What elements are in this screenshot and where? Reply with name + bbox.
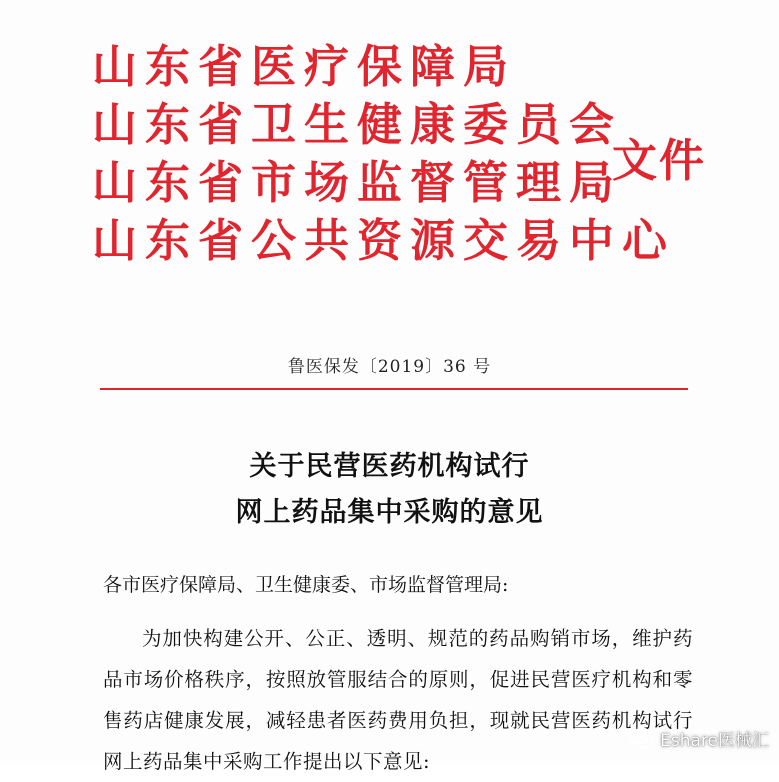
title-line: 关于民营医药机构试行 (249, 451, 530, 482)
salutation: 各市医疗保障局、卫生健康委、市场监督管理局: (103, 574, 509, 596)
document-title (0, 444, 779, 536)
issuer-line: 山东省医疗保障局 (92, 40, 517, 93)
doc-type-suffix: 文件 (612, 134, 707, 187)
issuing-agencies (92, 38, 675, 270)
issuer-line: 山东省市场监督管理局 (92, 156, 623, 209)
document-number: 鲁医保发〔2019〕36 号 (287, 357, 492, 377)
watermark (628, 726, 769, 751)
issuer-line: 山东省卫生健康委员会 (92, 98, 623, 151)
issuer-line: 山东省公共资源交易中心 (92, 214, 676, 267)
red-divider (100, 388, 688, 390)
body-paragraph: 为加快构建公开、公正、透明、规范的药品购销市场，维护药品市场价格秩序，按照放管服结合的原则，促进民营医疗机构和零售药店健康发展，减轻患者医药费用负担，现就民营医药机构试行网上药品集中采购工作提出以下意见: (103, 627, 693, 773)
title-line: 网上药品集中采购的意见 (235, 497, 544, 528)
watermark-text: Eshare医械汇 (660, 731, 769, 751)
wechat-icon (628, 729, 654, 749)
